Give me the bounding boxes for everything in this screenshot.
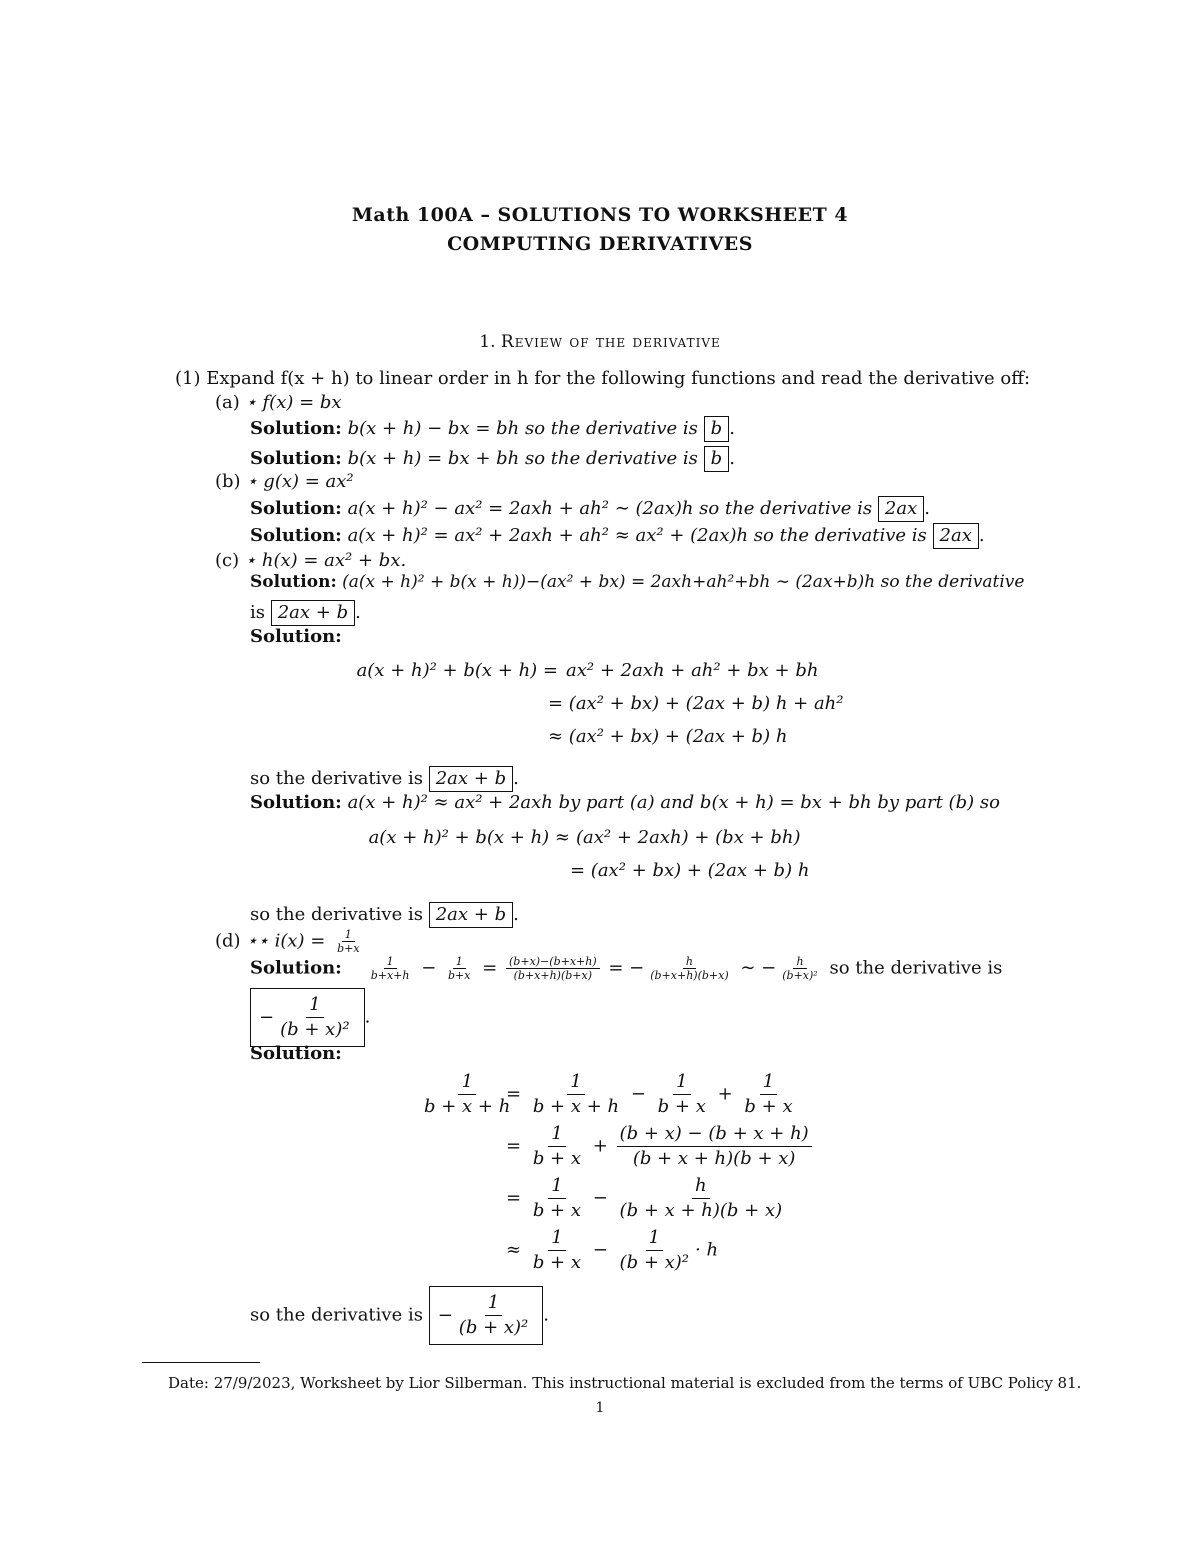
- doc-title-line1: Math 100A – SOLUTIONS TO WORKSHEET 4: [351, 204, 849, 226]
- eq-c4-lhs: a(x + h)² + b(x + h) ≈: [368, 827, 570, 848]
- fraction: $\frac{(b + x) - (b + x + h)}{(b + x + h)(b + x)}$: [617, 1122, 812, 1171]
- footnote-rule: [142, 1362, 260, 1363]
- part-c-solution-2-label: Solution:: [250, 626, 342, 647]
- eq-c4-rhs: (ax² + 2axh) + (bx + bh): [576, 827, 801, 848]
- fraction: $\frac{h}{\text{(b+x)²}}$: [782, 955, 818, 982]
- fraction: $\frac{1}{b + x}$: [744, 1071, 793, 1117]
- fraction: $\frac{1}{b+x}$: [448, 955, 471, 982]
- eq-c1-lhs: a(x + h)² + b(x + h) =: [356, 660, 558, 681]
- part-c-conclusion-2: so the derivative is 2ax + b .: [250, 766, 519, 792]
- part-d-statement: (d) ⋆⋆ i(x) = $\frac{1}{b+x}$: [215, 928, 366, 955]
- part-a-solution-1: Solution: b(x + h) − bx = bh so the derivative is b .: [250, 416, 735, 442]
- fraction: $\frac{1}{\text{(b + x)²}}$: [458, 1292, 529, 1338]
- problem-text: Expand f(x + h) to linear order in h for the following functions and read the derivative off:: [206, 368, 1031, 389]
- part-d-solution-2-label: Solution:: [250, 1043, 342, 1064]
- footnote: Date: 27/9/2023, Worksheet by Lior Silberman. This instructional material is excluded from the terms of UBC Policy 81.: [168, 1374, 1082, 1392]
- eq-c1-rhs: ax² + 2axh + ah² + bx + bh: [566, 660, 819, 681]
- fraction: $\frac{1}{b+x+h}$: [370, 955, 410, 982]
- fraction: $\frac{1}{b+x}$: [337, 928, 360, 955]
- fraction: $\frac{h}{(b+x+h)(b+x)}$: [650, 955, 729, 982]
- answer-box: − $\frac{1}{\text{(b + x)²}}$: [250, 988, 365, 1047]
- section-heading: [0, 332, 1200, 352]
- fraction: $\frac{1}{\text{(b + x)²}}$: [619, 1227, 690, 1273]
- part-d-solution-1: Solution: $\frac{1}{b+x+h}$ − $\frac{1}{b+x}$ = $\frac{(b+x)-(b+x+h)}{(b+x+h)(b+x)}$ = − $\frac{h}{(b+x+h)(b+x)}$ ∼ − $\frac{h}{\text{(b+x)²}}$ so the derivative is: [250, 955, 1003, 982]
- part-c-solution-3: Solution: a(x + h)² ≈ ax² + 2axh by part (a) and b(x + h) = bx + bh by part (b) so: [250, 792, 1000, 813]
- part-d-answer-1: − $\frac{1}{\text{(b + x)²}}$ .: [250, 988, 370, 1047]
- section-number: 1.: [479, 332, 496, 352]
- eq-c3: ≈ (ax² + bx) + (2ax + b) h: [548, 726, 788, 747]
- fraction: $\frac{1}{b + x}$: [532, 1175, 582, 1221]
- answer-box: 2ax: [878, 496, 924, 522]
- answer-box: 2ax + b: [429, 766, 513, 792]
- eq-d2: = $\frac{1}{b + x}$ + $\frac{(b + x) - (b + x + h)}{(b + x + h)(b + x)}$: [506, 1122, 815, 1171]
- problem-1-intro: [175, 368, 1030, 389]
- section-title: Review of the derivative: [500, 332, 721, 352]
- part-a-solution-2: Solution: b(x + h) = bx + bh so the derivative is b .: [250, 446, 735, 472]
- eq-d1-rhs: = $\frac{1}{b + x + h}$ − $\frac{1}{b + x}$ + $\frac{1}{b + x}$: [506, 1070, 799, 1119]
- part-c-conclusion-3: so the derivative is 2ax + b .: [250, 902, 519, 928]
- part-b-statement: (b) ⋆ g(x) = ax²: [215, 471, 354, 492]
- part-c-solution-1-cont: is 2ax + b .: [250, 600, 361, 626]
- part-d-conclusion: so the derivative is − $\frac{1}{\text{(b + x)²}}$ .: [250, 1286, 549, 1345]
- answer-box: 2ax + b: [429, 902, 513, 928]
- part-c-statement: (c) ⋆ h(x) = ax² + bx.: [215, 550, 407, 571]
- fraction: $\frac{1}{b + x + h}$: [424, 1071, 511, 1117]
- fraction: $\frac{1}{b + x + h}$: [532, 1071, 620, 1117]
- part-a-statement: (a) ⋆ f(x) = bx: [215, 392, 342, 413]
- doc-title-line2: COMPUTING DERIVATIVES: [447, 233, 753, 255]
- fraction: $\frac{1}{b + x}$: [532, 1123, 582, 1169]
- fraction: $\frac{h}{(b + x + h)(b + x)}$: [619, 1175, 783, 1221]
- eq-c5: = (ax² + bx) + (2ax + b) h: [570, 860, 810, 881]
- answer-box: − $\frac{1}{\text{(b + x)²}}$: [429, 1286, 544, 1345]
- eq-c2: = (ax² + bx) + (2ax + b) h + ah²: [548, 693, 844, 714]
- eq-d3: = $\frac{1}{b + x}$ − $\frac{h}{(b + x + h)(b + x)}$: [506, 1174, 788, 1223]
- answer-box: 2ax + b: [271, 600, 355, 626]
- page-number: 1: [595, 1400, 605, 1416]
- eq-d1-lhs: [418, 1070, 516, 1119]
- part-b-solution-2: Solution: a(x + h)² = ax² + 2axh + ah² ≈ ax² + (2ax)h so the derivative is 2ax .: [250, 523, 985, 549]
- part-b-solution-1: Solution: a(x + h)² − ax² = 2axh + ah² ∼ (2ax)h so the derivative is 2ax .: [250, 496, 930, 522]
- answer-box: b: [704, 416, 730, 442]
- fraction: $\frac{1}{b + x}$: [532, 1227, 582, 1273]
- problem-number: (1): [175, 368, 201, 389]
- answer-box: b: [704, 446, 730, 472]
- fraction: $\frac{1}{b + x}$: [657, 1071, 706, 1117]
- fraction: $\frac{(b+x)-(b+x+h)}{(b+x+h)(b+x)}$: [506, 955, 600, 982]
- fraction: $\frac{1}{\text{(b + x)²}}$: [280, 994, 350, 1040]
- answer-box: 2ax: [933, 523, 979, 549]
- eq-d4: ≈ $\frac{1}{b + x}$ − $\frac{1}{\text{(b + x)²}}$ · h: [506, 1227, 719, 1273]
- part-c-solution-1: Solution: (a(x + h)² + b(x + h))−(ax² + bx) = 2axh+ah²+bh ∼ (2ax+b)h so the derivative: [250, 572, 1025, 592]
